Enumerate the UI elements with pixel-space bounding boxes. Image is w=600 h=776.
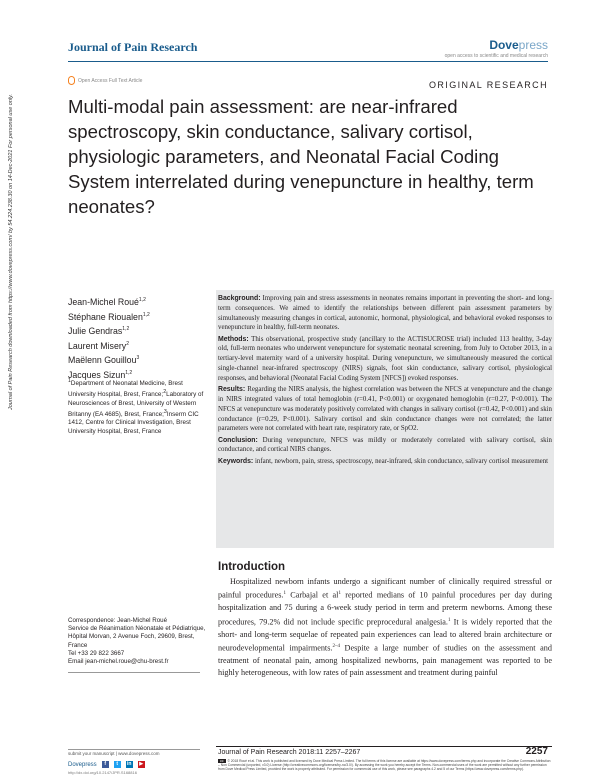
- author: Laurent Misery$^2$: [68, 340, 129, 351]
- social-links: [68, 761, 145, 768]
- footer-citation: Journal of Pain Research 2018:11 2257–2267: [218, 749, 361, 756]
- download-watermark: Journal of Pain Research downloaded from https://www.dovepress.com/ by 54.224.238.30 on 14-Dec-2021 For personal use only.: [8, 93, 14, 410]
- license-text: cc © 2018 Roué et al. This work is published and licensed by Dove Medical Press Limited. The full terms of this license are available at https://www.dovepress.com/terms.php and incorporate the Creative Commons Attribution – Non Commercial (unported, v3.0) License (http://creativecommons.org/licenses/by-nc/3.0/). By accessing the work you hereby accept the Terms. Non-commercial uses of the work are permitted without any further permission from Dove Medical Press Limited, provided the work is properly attributed. For permission for commercial use of this work, please see paragraphs 4.2 and 5 of our Terms (https://www.dovepress.com/terms.php).: [218, 759, 551, 772]
- article-title: Multi-modal pain assessment: are near-infrared spectroscopy, skin conductance, salivary cortisol, physiologic parameters, and Neonatal Facial Coding System interrelated during venepuncture in healthy, term neonates?: [68, 96, 534, 217]
- correspondence-email[interactable]: Email jean-michel.roue@chu-brest.fr: [68, 658, 169, 666]
- publisher-logo-light: press: [518, 38, 548, 52]
- author: Stéphane Rioualen$^{1,2}$: [68, 311, 150, 322]
- publisher-logo[interactable]: [489, 38, 548, 52]
- abstract: Background: Improving pain and stress assessments in neonates remains important in preventing the short- and long-term consequences. We aimed to identify the relationships between different pain assessment parameters by simultaneously measuring changes in cortical, autonomic, hormonal, physiological, and behavioral evoked responses to venepuncture in healthy, full-term neonates. Methods: This observational, prospective study (ancillary to the ACTISUCROSE trial) included 113 healthy, 3-day old, full-term neonates who underwent venepuncture for systematic neonatal screening, from July to October 2013, in a tertiary-level maternity ward of a university hospital. During venepuncture, we simultaneously measured the cortical single-channel near-infrared spectroscopy (NIRS) signals, foot skin conductance, salivary cortisol, physiological responses, and behavioral (Neonatal Facial Coding System [NFCS]) evoked responses. Results: Regarding the NIRS analysis, the highest correlation was between the NFCS at venepuncture and the change in NIRS integrated values of total hemoglobin (r=0.41, P<0.001) or oxygenated hemoglobin (r=0.27, P<0.001). The NFCS at venepuncture was moderately positively correlated with changes in salivary cortisol (r=0.42, P<0.001) and skin conductance (r=0.29, P<0.001). Salivary cortisol and skin conductance changes were not correlated; the latter parameters were not correlated with heart rate, respiratory rate, or SpO2. Conclusion: During venepuncture, NFCS was mildly or moderately correlated with salivary cortisol, skin conductance, and cortical NIRS changes. Keywords: infant, newborn, pain, stress, spectroscopy, near-infrared, skin conductance, salivary cortisol measurement: [218, 295, 552, 465]
- youtube-icon[interactable]: ▶: [139, 761, 144, 767]
- introduction-text: Hospitalized newborn infants undergo a significant number of clinically required stressful or painful procedures.$^1$ Carbajal et $al^1$ reported medians of 10 painful procedures per day during hospitalization and 75 during a 6-week study period in term and preterm newborns. Among these procedures, 79.2% did not include specific preprocedural analgesia.$^1$ It is widely reported that the short- and long-term sequelae of repeated pain experiences can lead to altered brain architecture or neurodevelopmental impairments.$^{2-4}$ Despite a large number of studies on the assessment and treatment of neonatal pain, among hospitalized newborns, pain management was reported to be highly heterogeneous, with low rates of pain assessment and treatment during painful: [218, 577, 552, 678]
- author: Jacques Sizun$^{1,2}$: [68, 369, 133, 380]
- author: Maëlenn Gouillou$^3$: [68, 354, 140, 365]
- publisher-tagline: open access to scientific and medical research: [444, 53, 548, 59]
- header-divider: [68, 61, 548, 62]
- affiliations: $^1$Department of Neonatal Medicine, Brest University Hospital, Brest, France;$^2$Laboratory of Neurosciences of Brest, University of Western Britanny (EA 4685), Brest, France;$^3$Inserm CIC 1412, Centre for Clinical Investigation, Brest University Hospital, Brest, France: [68, 378, 204, 435]
- submit-divider: [68, 749, 200, 750]
- author-list: [68, 294, 150, 381]
- journal-name: Journal of Pain Research: [68, 40, 198, 54]
- twitter-icon[interactable]: t: [114, 761, 121, 768]
- facebook-icon[interactable]: f: [102, 761, 109, 768]
- doi-link[interactable]: http://dx.doi.org/10.2147/JPR.S168816: [68, 770, 137, 775]
- open-access-badge: [68, 76, 142, 85]
- page-number: 2257: [525, 746, 548, 757]
- footer-divider: [216, 746, 552, 747]
- submit-link[interactable]: submit your manuscript | www.dovepress.com: [68, 751, 160, 756]
- open-access-lock-icon: [68, 76, 75, 85]
- author: Julie Gendras$^{1,2}$: [68, 325, 130, 336]
- linkedin-icon[interactable]: in: [126, 761, 132, 767]
- open-access-label: Open Access Full Text Article: [78, 77, 143, 84]
- publisher-logo-bold: Dove: [489, 38, 519, 52]
- creative-commons-icon[interactable]: cc: [220, 759, 224, 763]
- article-type: ORIGINAL RESEARCH: [429, 80, 548, 90]
- correspondence-divider: [68, 672, 200, 673]
- correspondence: Correspondence: Jean-Michel Roué Service de Réanimation Néonatale et Pédiatrique, Hôpital Morvan, 2 Avenue Foch, 29609, Brest, France Tel +33 29 822 3667 Email jean-michel.roue@chu-brest.fr: [68, 617, 208, 666]
- dovepress-footer-logo[interactable]: Dovepress: [68, 761, 97, 768]
- author: Jean-Michel Roué$^{1,2}$: [68, 296, 146, 307]
- introduction-heading: Introduction: [218, 561, 286, 573]
